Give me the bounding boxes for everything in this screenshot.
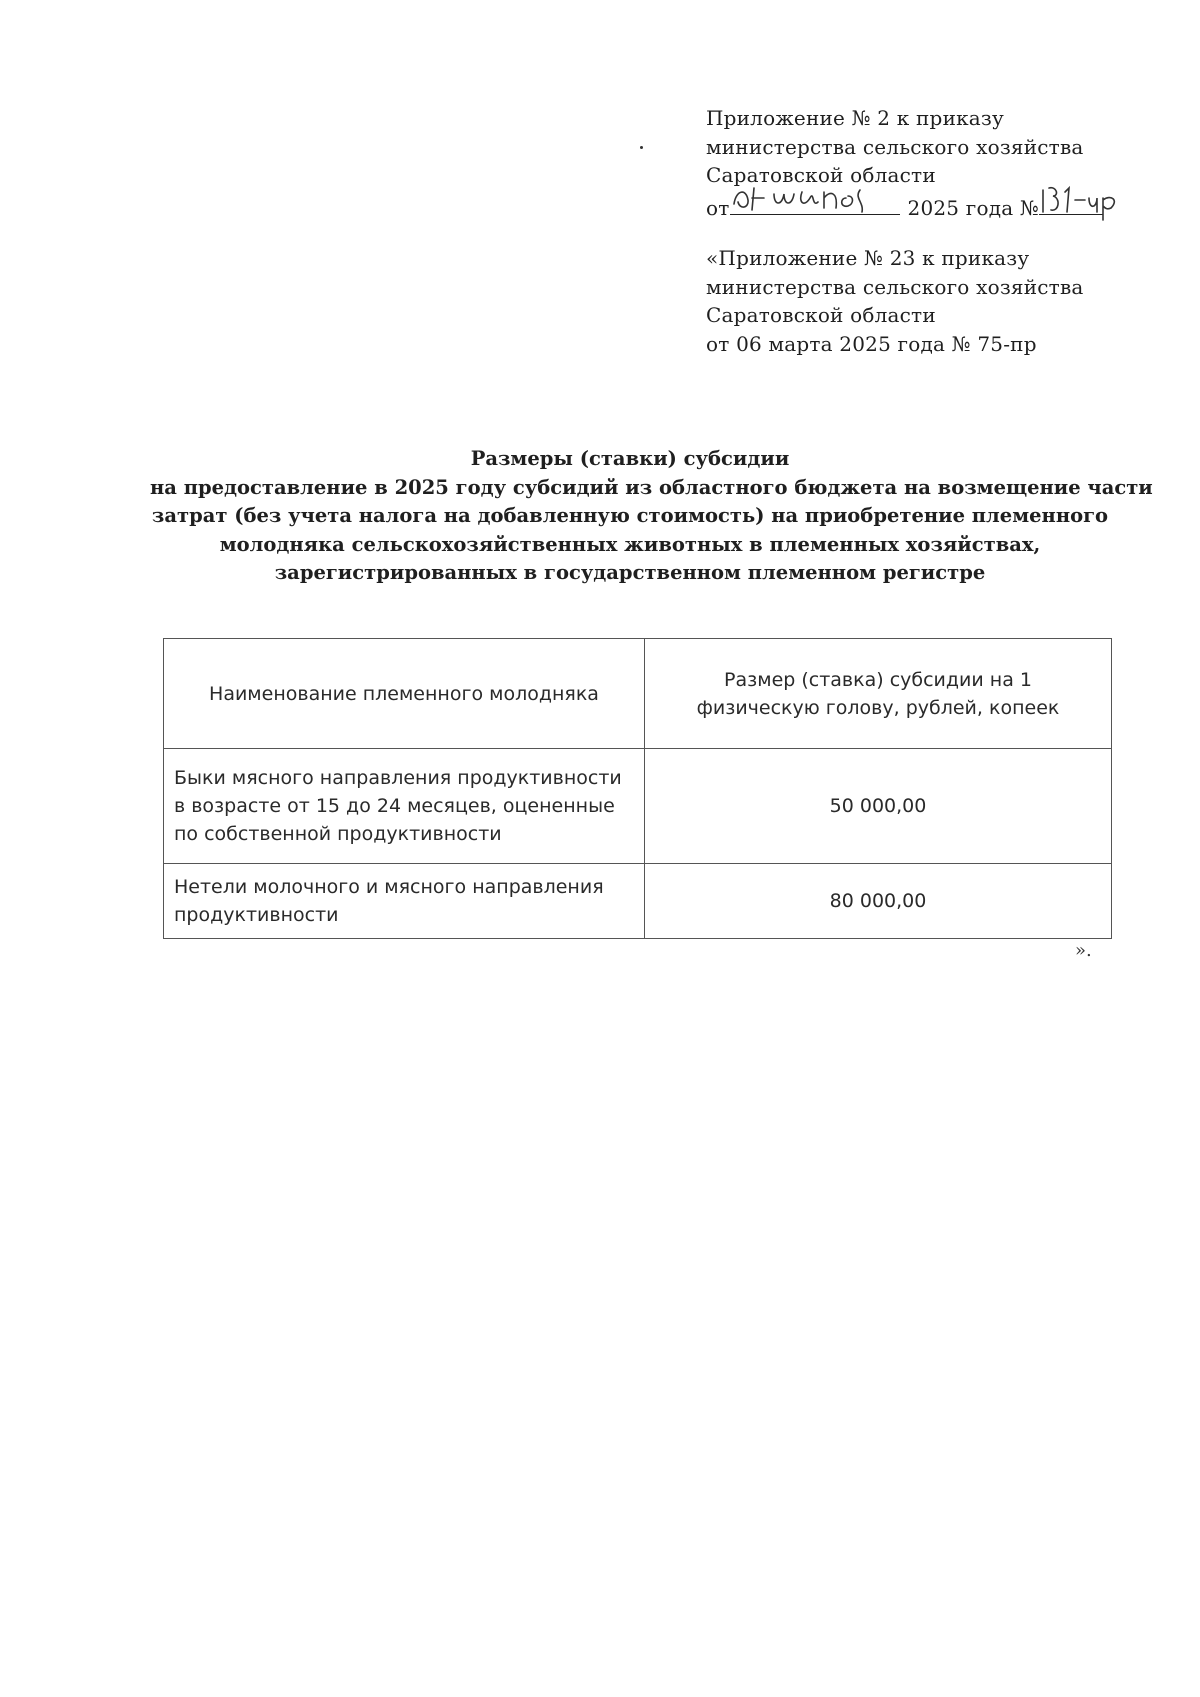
document-title <box>150 445 1153 588</box>
appendix-line: министерства сельского хозяйства <box>706 134 1084 159</box>
appendix-line: «Приложение № 23 к приказу <box>706 246 1030 270</box>
appendix-line: Приложение № 2 к приказу <box>706 106 1004 130</box>
appendix-line: Саратовской области <box>706 163 936 187</box>
cell-rate: 80 000,00 <box>645 864 1112 939</box>
title-line: затрат (без учета налога на добавленную стоимость) на приобретение племенного <box>151 504 1109 527</box>
appendix-header-amended <box>706 244 1084 358</box>
title-line: Размеры (ставки) субсидии <box>470 447 790 470</box>
title-line: зарегистрированных в государственном племенном регистре <box>274 561 986 584</box>
cell-livestock-name: Быки мясного направления продуктивности в возрасте от 15 до 24 месяцев, оцененные по собственной продуктивности <box>164 749 645 864</box>
handwritten-date-scribble <box>730 182 900 216</box>
order-year: 2025 года № <box>907 195 1040 220</box>
appendix-line: Саратовской области <box>706 303 936 327</box>
subsidy-rates-table <box>163 638 1112 939</box>
handwritten-order-number <box>1039 190 1103 215</box>
title-line: молодняка сельскохозяйственных животных в племенных хозяйствах, <box>219 532 1041 556</box>
table-header-row <box>164 639 1112 749</box>
order-prefix: от <box>706 195 730 220</box>
title-line: на предоставление в 2025 году субсидий из областного бюджета на возмещение части <box>150 475 1153 499</box>
order-date-line <box>706 190 1103 223</box>
cell-rate: 50 000,00 <box>645 749 1112 864</box>
scan-dot <box>640 146 643 149</box>
handwritten-number-scribble <box>1039 182 1129 222</box>
header-cell-name: Наименование племенного молодняка <box>164 639 645 749</box>
handwritten-date <box>730 190 900 215</box>
appendix-line: министерства сельского хозяйства <box>706 274 1084 299</box>
cell-livestock-name: Нетели молочного и мясного направления продуктивности <box>164 864 645 939</box>
table-row <box>164 749 1112 864</box>
header-cell-rate: Размер (ставка) субсидии на 1 физическую голову, рублей, копеек <box>645 639 1112 749</box>
appendix-header-current <box>706 104 1103 222</box>
appendix-line: от 06 марта 2025 года № 75-пр <box>706 331 1037 356</box>
table-row <box>164 864 1112 939</box>
closing-quote: ». <box>1075 940 1092 961</box>
